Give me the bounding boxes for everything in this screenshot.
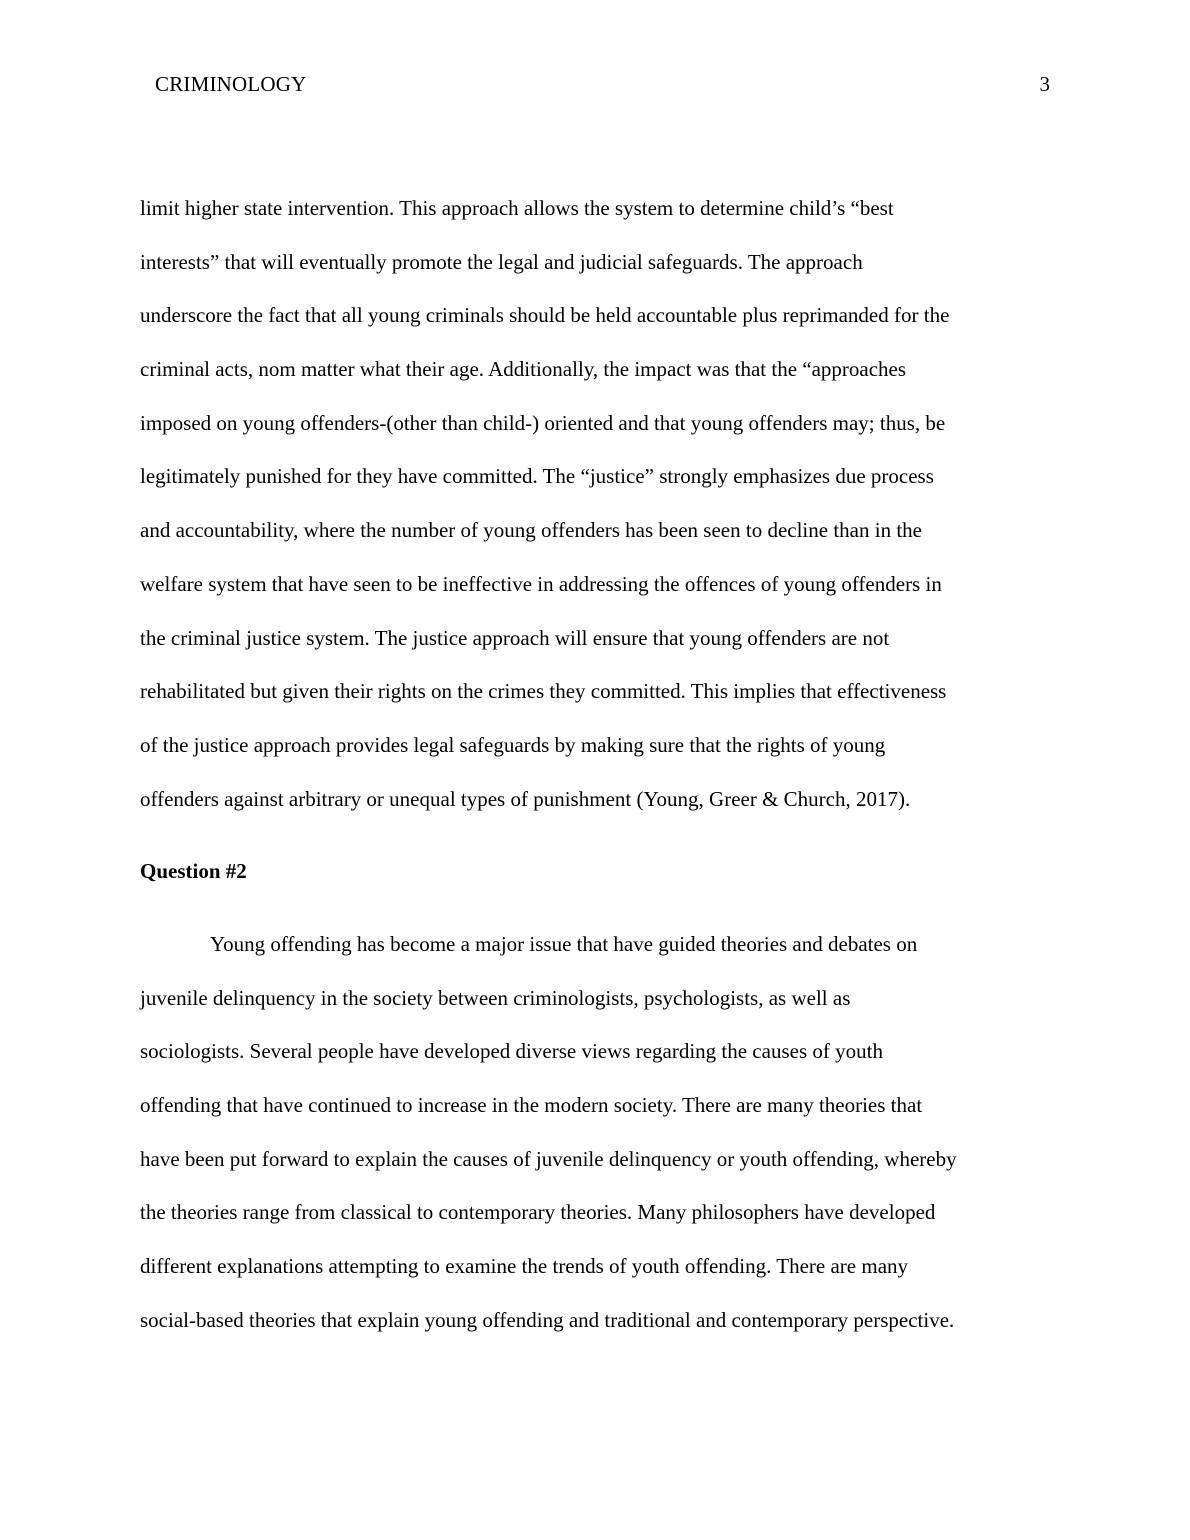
text-line: and accountability, where the number of young offenders has been seen to decline than in the — [140, 518, 922, 543]
body-paragraph-continued — [140, 194, 1060, 838]
section-heading: Question #2 — [140, 859, 247, 883]
text-line: welfare system that have seen to be ineffective in addressing the offences of young offenders in — [140, 571, 942, 596]
text-line: sociologists. Several people have developed diverse views regarding the causes of youth — [140, 1039, 883, 1064]
text-line: rehabilitated but given their rights on the crimes they committed. This implies that effectiveness — [140, 679, 947, 704]
text-line: interests” that will eventually promote the legal and judicial safeguards. The approach — [140, 249, 863, 274]
text-line: juvenile delinquency in the society between criminologists, psychologists, as well as — [140, 985, 851, 1010]
page-number: 3 — [1039, 72, 1050, 96]
text-line-indented: Young offending has become a major issue that have guided theories and debates on — [210, 932, 918, 956]
text-line: have been put forward to explain the causes of juvenile delinquency or youth offending, whereby — [140, 1146, 957, 1171]
text-line: of the justice approach provides legal safeguards by making sure that the rights of young — [140, 732, 886, 757]
text-line: social-based theories that explain young offending and traditional and contemporary perspective. — [140, 1307, 955, 1332]
body-paragraph-question-2 — [140, 930, 1060, 1360]
text-line: different explanations attempting to examine the trends of youth offending. There are many — [140, 1254, 909, 1279]
running-head: CRIMINOLOGY — [155, 72, 307, 96]
text-line: offending that have continued to increase in the modern society. There are many theories that — [140, 1093, 923, 1118]
text-line: the theories range from classical to contemporary theories. Many philosophers have developed — [140, 1200, 936, 1225]
text-line: the criminal justice system. The justice approach will ensure that young offenders are not — [140, 625, 890, 650]
text-line: limit higher state intervention. This approach allows the system to determine child’s “best — [140, 196, 894, 220]
text-line: criminal acts, nom matter what their age. Additionally, the impact was that the “approaches — [140, 357, 907, 382]
text-line: underscore the fact that all young criminals should be held accountable plus reprimanded for the — [140, 303, 950, 328]
text-line: imposed on young offenders-(other than child-) oriented and that young offenders may; thus, be — [140, 410, 946, 435]
text-line: offenders against arbitrary or unequal types of punishment (Young, Greer & Church, 2017). — [140, 786, 911, 811]
text-line: legitimately punished for they have committed. The “justice” strongly emphasizes due process — [140, 464, 934, 489]
